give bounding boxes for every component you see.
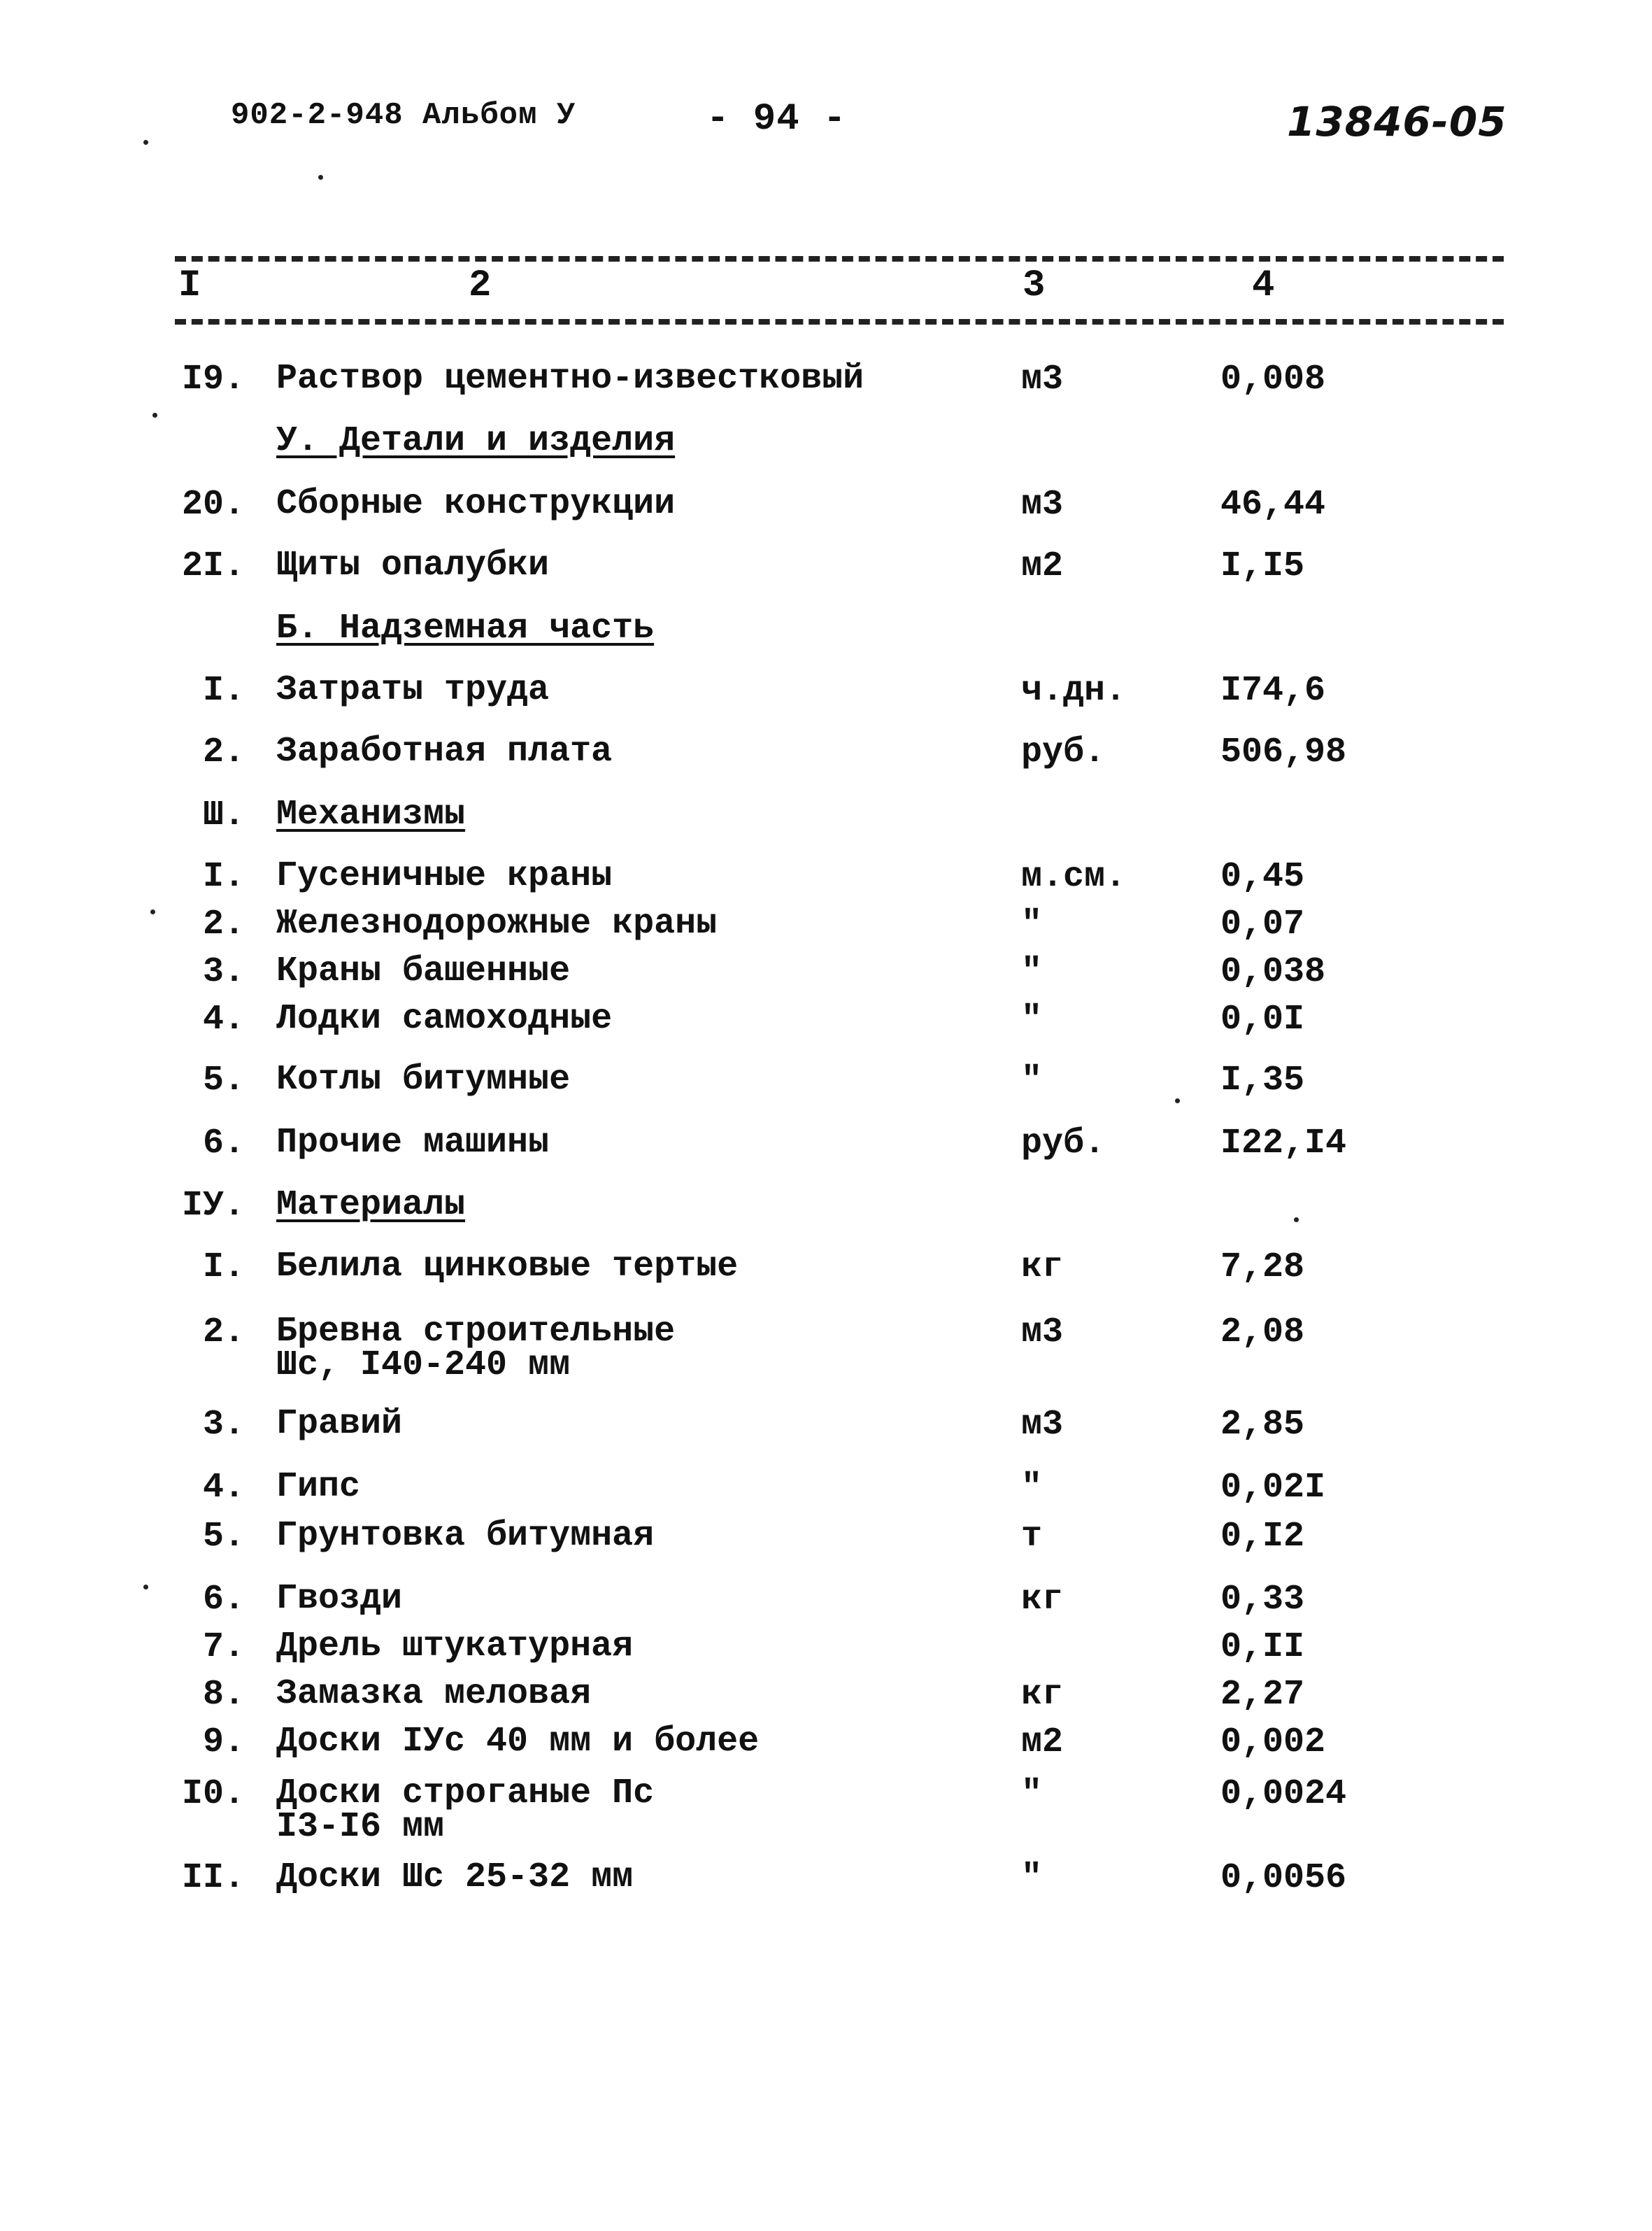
item-name: Прочие машины [276, 1123, 550, 1163]
row-number: 3. [202, 952, 245, 992]
row-number: 8. [202, 1675, 245, 1715]
item-name: Лодки самоходные [276, 999, 613, 1039]
row-number: 2. [202, 732, 245, 772]
item-unit: " [1021, 1858, 1043, 1898]
item-unit: " [1021, 1000, 1043, 1040]
row-number: 4. [202, 1468, 245, 1508]
item-quantity: 0,002 [1220, 1722, 1326, 1762]
column-header-1: I [178, 264, 201, 307]
item-name: Гравий [276, 1404, 403, 1444]
item-unit: м.см. [1021, 857, 1127, 897]
item-name: Раствор цементно-известковый [276, 359, 864, 399]
document-code: 902-2-948 Альбом У [231, 98, 576, 133]
row-number: I9. [181, 360, 245, 399]
item-quantity: 0,0024 [1220, 1774, 1347, 1814]
item-quantity: 2,27 [1220, 1675, 1305, 1715]
item-unit: ч.дн. [1021, 671, 1127, 711]
scan-speck [1294, 1217, 1299, 1222]
item-quantity: 46,44 [1220, 485, 1326, 525]
column-header-3: 3 [1023, 264, 1046, 307]
row-number: 5. [202, 1061, 245, 1100]
item-unit: м3 [1021, 485, 1064, 525]
section-title: Материалы [276, 1185, 466, 1225]
section-title: У. Детали и изделия [276, 421, 676, 461]
item-unit: " [1021, 1061, 1043, 1100]
item-name: Затраты труда [276, 670, 550, 710]
item-unit: " [1021, 905, 1043, 944]
item-unit: руб. [1021, 1124, 1106, 1163]
item-name: Дрель штукатурная [276, 1627, 634, 1666]
item-quantity: 0,45 [1220, 857, 1305, 897]
item-name: Краны башенные [276, 951, 571, 991]
item-name: Котлы битумные [276, 1060, 571, 1100]
row-number: 9. [202, 1722, 245, 1762]
scan-speck [152, 413, 157, 418]
row-number: IУ. [181, 1186, 245, 1226]
item-quantity: I,I5 [1220, 546, 1305, 586]
item-name: Доски IУс 40 мм и более [276, 1722, 760, 1762]
row-number: 4. [202, 1000, 245, 1040]
row-number: 6. [202, 1124, 245, 1163]
item-name: Бревна строительные Шс, I40-240 мм [276, 1312, 676, 1385]
item-name: Заработная плата [276, 732, 613, 772]
item-quantity: 0,07 [1220, 905, 1305, 944]
scan-speck [1175, 1098, 1180, 1103]
item-unit: м3 [1021, 360, 1064, 399]
row-number: I. [202, 857, 245, 897]
item-quantity: 2,85 [1220, 1405, 1305, 1445]
scan-speck [143, 140, 148, 145]
column-header-4: 4 [1252, 264, 1275, 307]
item-unit: т [1021, 1517, 1043, 1557]
item-unit: " [1021, 1774, 1043, 1814]
row-number: 20. [181, 485, 245, 525]
item-unit: руб. [1021, 732, 1106, 772]
archive-number: 13846-05 [1287, 98, 1507, 146]
item-quantity: 0,038 [1220, 952, 1326, 992]
item-name: Доски Шс 25-32 мм [276, 1857, 634, 1897]
item-quantity: 0,0056 [1220, 1858, 1347, 1898]
item-name: Сборные конструкции [276, 484, 676, 524]
item-unit: м2 [1021, 1722, 1064, 1762]
column-header-2: 2 [469, 264, 492, 307]
item-name: Гусеничные краны [276, 856, 613, 896]
row-number: Ш. [202, 795, 245, 835]
item-quantity: 2,08 [1220, 1312, 1305, 1352]
row-number: 2I. [181, 546, 245, 586]
item-quantity: I22,I4 [1220, 1124, 1347, 1163]
item-name: Грунтовка битумная [276, 1516, 655, 1556]
item-unit: м3 [1021, 1405, 1064, 1445]
item-quantity: 0,02I [1220, 1468, 1326, 1508]
item-quantity: 0,0I [1220, 1000, 1305, 1040]
section-title: Б. Надземная часть [276, 609, 655, 649]
row-number: I. [202, 671, 245, 711]
item-quantity: 0,33 [1220, 1580, 1305, 1620]
item-quantity: 506,98 [1220, 732, 1347, 772]
item-unit: м2 [1021, 546, 1064, 586]
row-number: I. [202, 1247, 245, 1287]
item-unit: " [1021, 952, 1043, 992]
item-unit: кг [1021, 1247, 1064, 1287]
item-quantity: I74,6 [1220, 671, 1326, 711]
row-number: 5. [202, 1517, 245, 1557]
row-number: 7. [202, 1627, 245, 1667]
table-header-rule [175, 319, 1504, 325]
scan-speck [143, 1585, 148, 1589]
section-title: Механизмы [276, 795, 466, 835]
item-unit: кг [1021, 1675, 1064, 1715]
item-name: Гипс [276, 1467, 361, 1507]
item-unit: " [1021, 1468, 1043, 1508]
item-quantity: 0,I2 [1220, 1517, 1305, 1557]
item-quantity: 0,008 [1220, 360, 1326, 399]
item-name: Белила цинковые тертые [276, 1247, 739, 1287]
item-name: Доски строганые Пс I3-I6 мм [276, 1773, 655, 1847]
item-unit: кг [1021, 1580, 1064, 1620]
row-number: 2. [202, 905, 245, 944]
row-number: 2. [202, 1312, 245, 1352]
item-name: Замазка меловая [276, 1674, 592, 1714]
row-number: II. [181, 1858, 245, 1898]
item-name: Железнодорожные краны [276, 904, 718, 944]
row-number: 3. [202, 1405, 245, 1445]
table-top-rule [175, 256, 1504, 262]
page-number: - 94 - [706, 98, 847, 141]
item-quantity: 7,28 [1220, 1247, 1305, 1287]
item-name: Щиты опалубки [276, 546, 550, 586]
item-quantity: 0,II [1220, 1627, 1305, 1667]
row-number: 6. [202, 1580, 245, 1620]
item-name: Гвозди [276, 1579, 403, 1619]
scan-speck [150, 909, 155, 914]
item-quantity: I,35 [1220, 1061, 1305, 1100]
row-number: I0. [181, 1774, 245, 1814]
scan-speck [318, 175, 323, 180]
item-unit: м3 [1021, 1312, 1064, 1352]
